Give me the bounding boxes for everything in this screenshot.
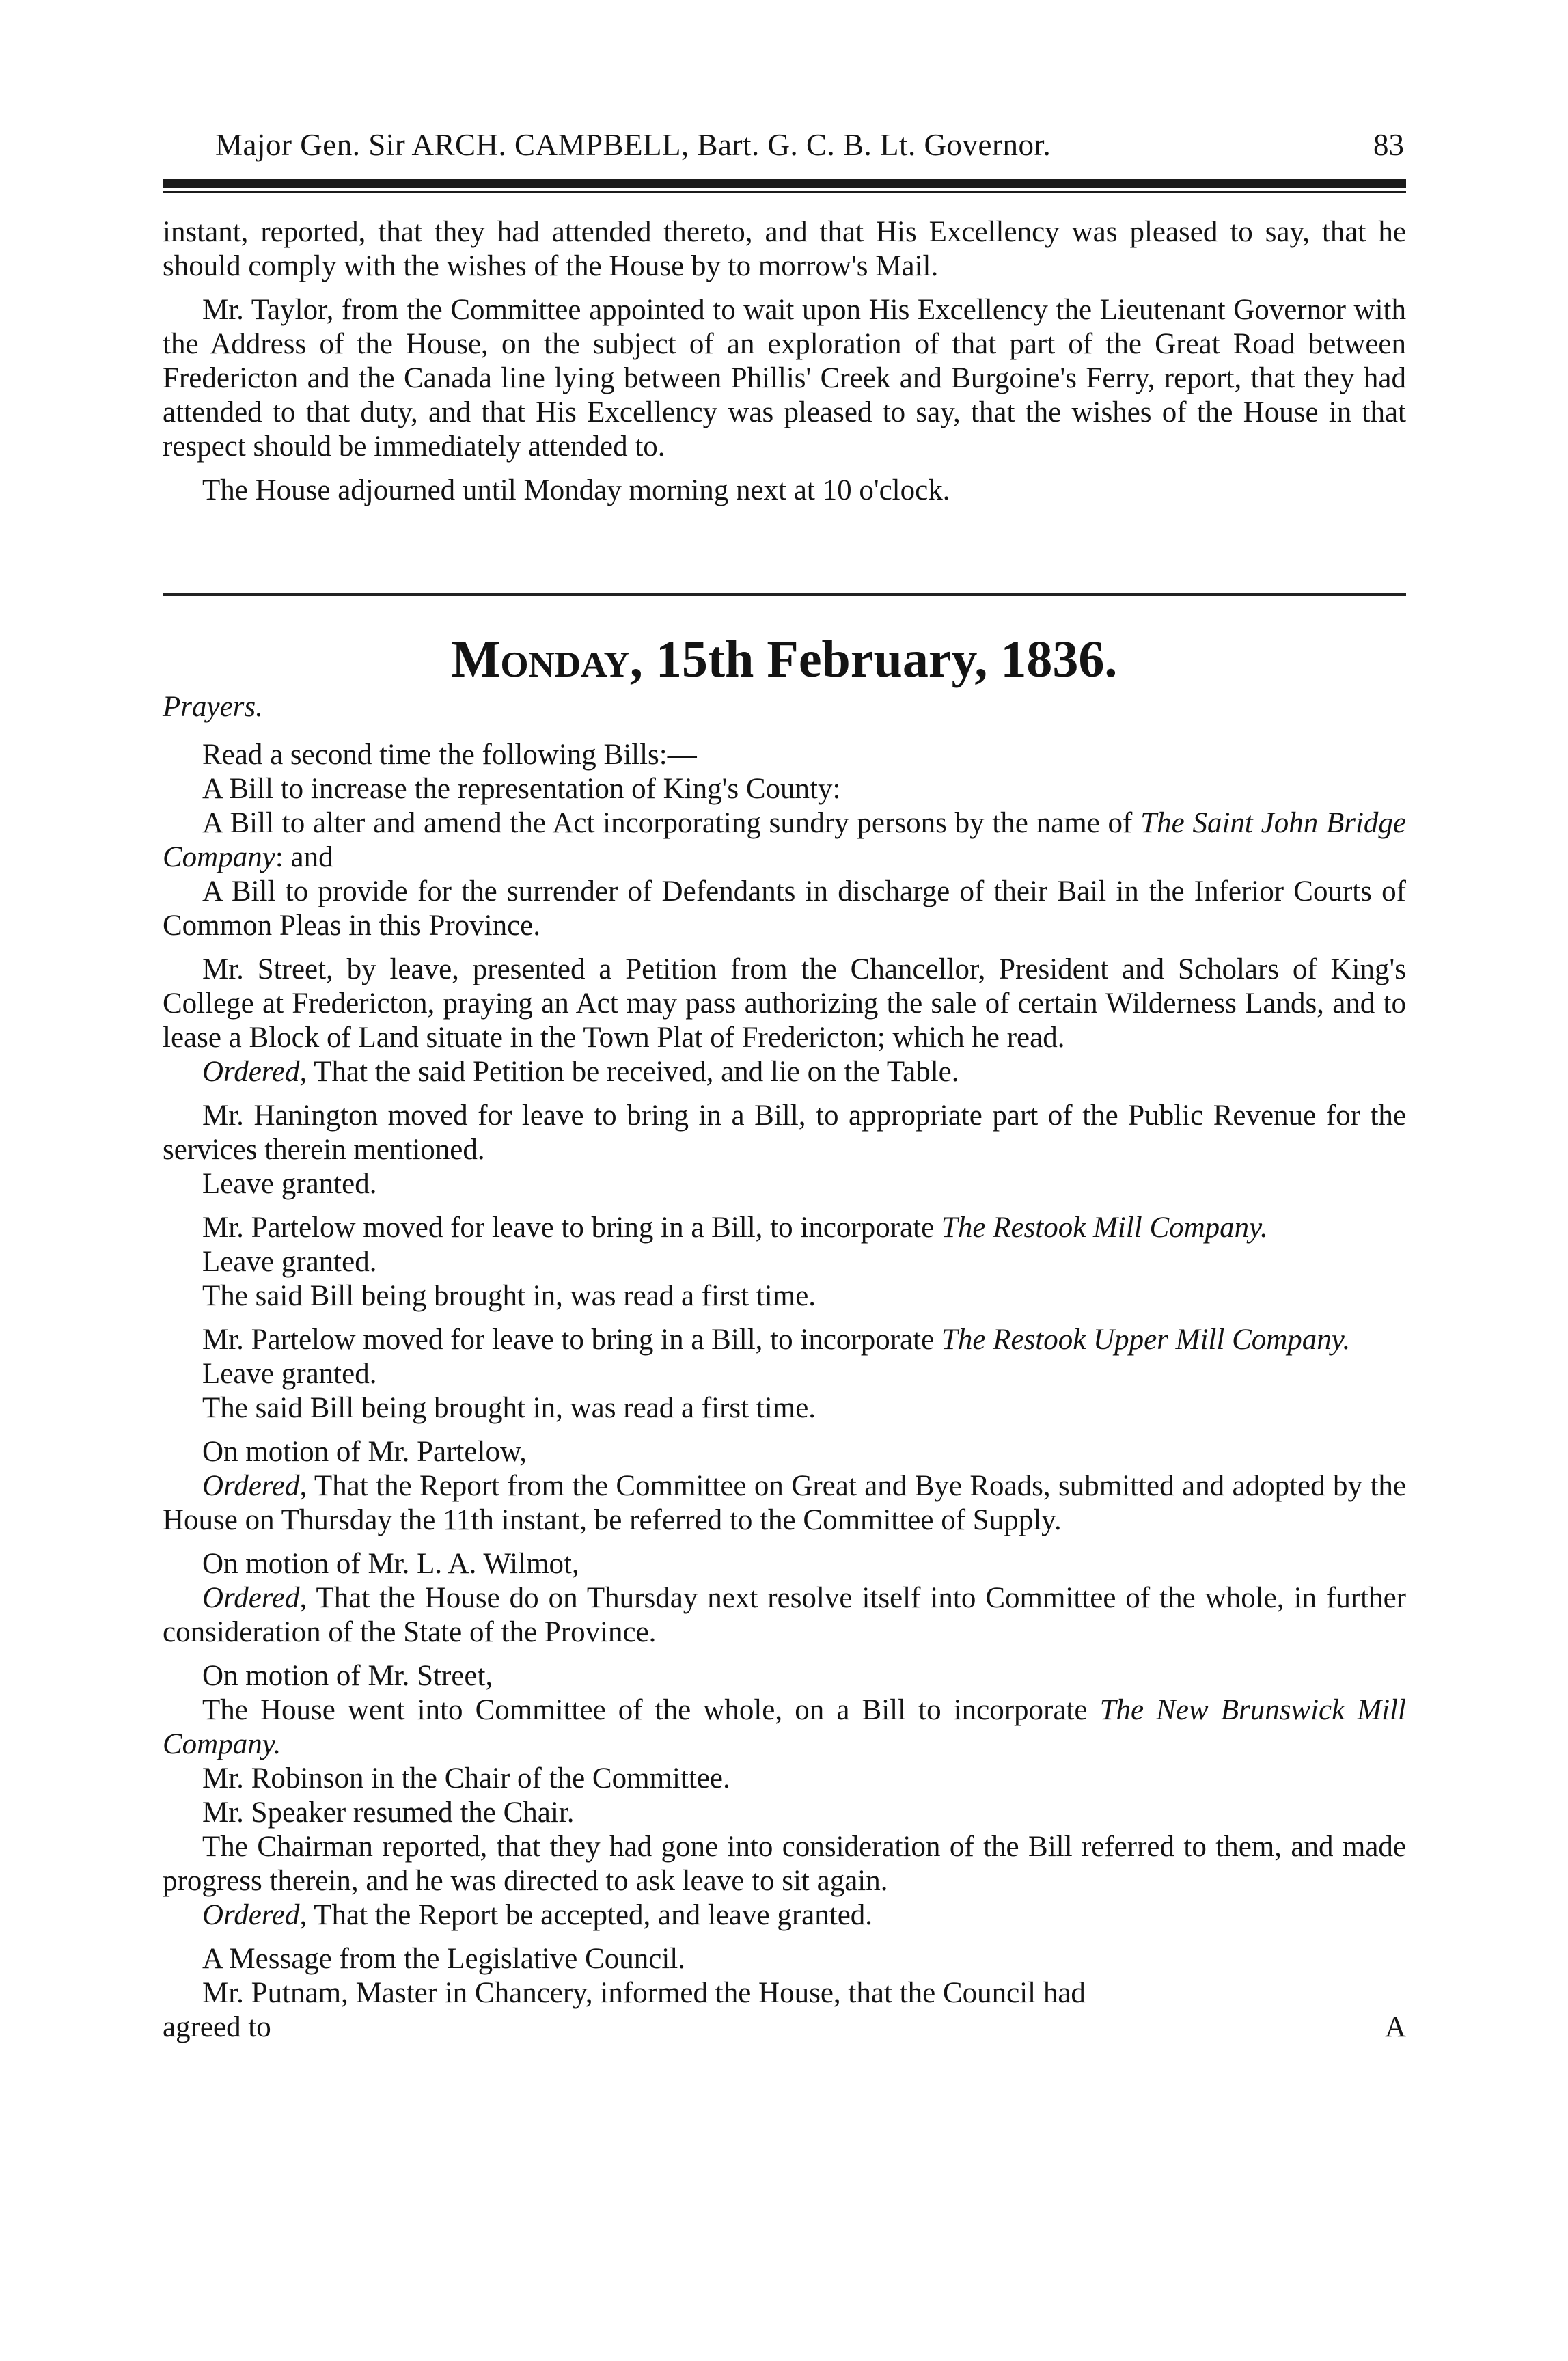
paragraph: Mr. Taylor, from the Committee appointed to wait upon His Excellency the Lieutenant Governor with the Address of the House, on the subject of an exploration of that part of the Great Road between Fredericton and the Canada line lying between Phillis' Creek and Burgoine's Ferry, report, that they had attended to that duty, and that His Excellency was pleased to say, that the wishes of the House in that respect should be immediately attended to. xyxy=(163,294,1406,463)
paragraph: instant, reported, that they had attended thereto, and that His Excellency was pleased to say, that he should comply with the wishes of the House by to morrow's Mail. xyxy=(163,216,1406,282)
paragraph: The said Bill being brought in, was read a first time. xyxy=(202,1392,816,1424)
paragraph xyxy=(163,1581,1406,1650)
catchword: A xyxy=(1384,2011,1406,2043)
paragraph xyxy=(163,1323,1406,1357)
text-run: A Bill to alter and amend the Act incorporating sundry persons by the name of xyxy=(202,807,1133,839)
paragraph xyxy=(163,1469,1406,1538)
company-name: The Restook Upper Mill Company. xyxy=(941,1324,1351,1356)
text-run: That the House do on Thursday next resolve itself into Committee of the whole, in further consideration of the State of the Province. xyxy=(163,1582,1406,1648)
running-title: Major Gen. Sir ARCH. CAMPBELL, Bart. G. C. B. Lt. Governor. xyxy=(215,128,1051,162)
page-header xyxy=(215,118,1404,172)
text-run: That the said Petition be received, and lie on the Table. xyxy=(307,1056,959,1088)
text-run: That the Report from the Committee on Great and Bye Roads, submitted and adopted by the House on Thursday the 11th instant, be referred to the Committee of Supply. xyxy=(163,1470,1406,1536)
ordered-label: Ordered, xyxy=(202,1582,307,1614)
page-number: 83 xyxy=(1373,128,1404,162)
section-monday xyxy=(163,738,1406,2045)
prayers-marginal-note: Prayers. xyxy=(163,691,263,723)
paragraph xyxy=(163,1211,1406,1245)
paragraph: A Bill to increase the representation of King's County: xyxy=(202,773,841,805)
paragraph: Mr. Putnam, Master in Chancery, informed the House, that the Council had xyxy=(202,1977,1086,2009)
text-run: The House went into Committee of the whole, on a Bill to incorporate xyxy=(202,1694,1100,1726)
paragraph: A Bill to provide for the surrender of Defendants in discharge of their Bail in the Inferior Courts of Common Pleas in this Province. xyxy=(163,875,1406,942)
paragraph: The House adjourned until Monday morning next at 10 o'clock. xyxy=(202,474,950,506)
paragraph: Mr. Hanington moved for leave to bring in a Bill, to appropriate part of the Public Revenue for the services therein mentioned. xyxy=(163,1100,1406,1166)
text-run: : and xyxy=(275,841,333,873)
paragraph: Mr. Street, by leave, presented a Petition from the Chancellor, President and Scholars of King's College at Fredericton, praying an Act may pass authorizing the sale of certain Wilderness Lands, and to lease a Block of Land situate in the Town Plat of Fredericton; which he read. xyxy=(163,953,1406,1054)
text-run: Mr. Partelow moved for leave to bring in a Bill, to incorporate xyxy=(202,1324,941,1356)
paragraph xyxy=(163,1055,1406,1089)
paragraph: Leave granted. xyxy=(202,1358,377,1390)
paragraph: On motion of Mr. Street, xyxy=(202,1660,493,1692)
last-line xyxy=(163,2010,1406,2045)
date-heading-day: Monday, xyxy=(451,631,643,688)
paragraph: Leave granted. xyxy=(202,1168,377,1200)
paragraph xyxy=(163,806,1406,875)
ordered-label: Ordered, xyxy=(202,1470,307,1502)
company-name: The Restook Mill Company. xyxy=(941,1212,1268,1244)
paragraph: Mr. Speaker resumed the Chair. xyxy=(202,1797,575,1829)
section-separator xyxy=(163,593,1406,596)
paragraph: Leave granted. xyxy=(202,1246,377,1278)
company-name: The New Brunswick Mill Company. xyxy=(163,1694,1406,1760)
date-heading-date: 15th February, 1836. xyxy=(655,631,1118,688)
paragraph: Mr. Robinson in the Chair of the Committee. xyxy=(202,1762,730,1794)
paragraph: The Chairman reported, that they had gone into consideration of the Bill referred to them, and made progress therein, and he was directed to ask leave to sit again. xyxy=(163,1831,1406,1897)
ordered-label: Ordered, xyxy=(202,1899,307,1931)
paragraph: On motion of Mr. L. A. Wilmot, xyxy=(202,1548,579,1580)
ordered-label: Ordered, xyxy=(202,1056,307,1088)
text-run: That the Report be accepted, and leave granted. xyxy=(307,1899,873,1931)
text-run: agreed to xyxy=(163,2011,271,2043)
text-run: Mr. Partelow moved for leave to bring in a Bill, to incorporate xyxy=(202,1212,941,1244)
paragraph: Read a second time the following Bills:— xyxy=(202,739,697,771)
company-name: The Saint John Bridge Company xyxy=(163,807,1407,873)
header-rule xyxy=(163,179,1406,188)
paragraph: A Message from the Legislative Council. xyxy=(202,1943,685,1975)
paragraph xyxy=(163,1693,1406,1762)
paragraph xyxy=(163,1898,1406,1933)
date-heading xyxy=(163,625,1406,694)
paragraph: The said Bill being brought in, was read a first time. xyxy=(202,1280,816,1312)
header-rule-thin xyxy=(163,191,1406,193)
section-previous-day xyxy=(163,215,1406,508)
paragraph: On motion of Mr. Partelow, xyxy=(202,1436,527,1468)
